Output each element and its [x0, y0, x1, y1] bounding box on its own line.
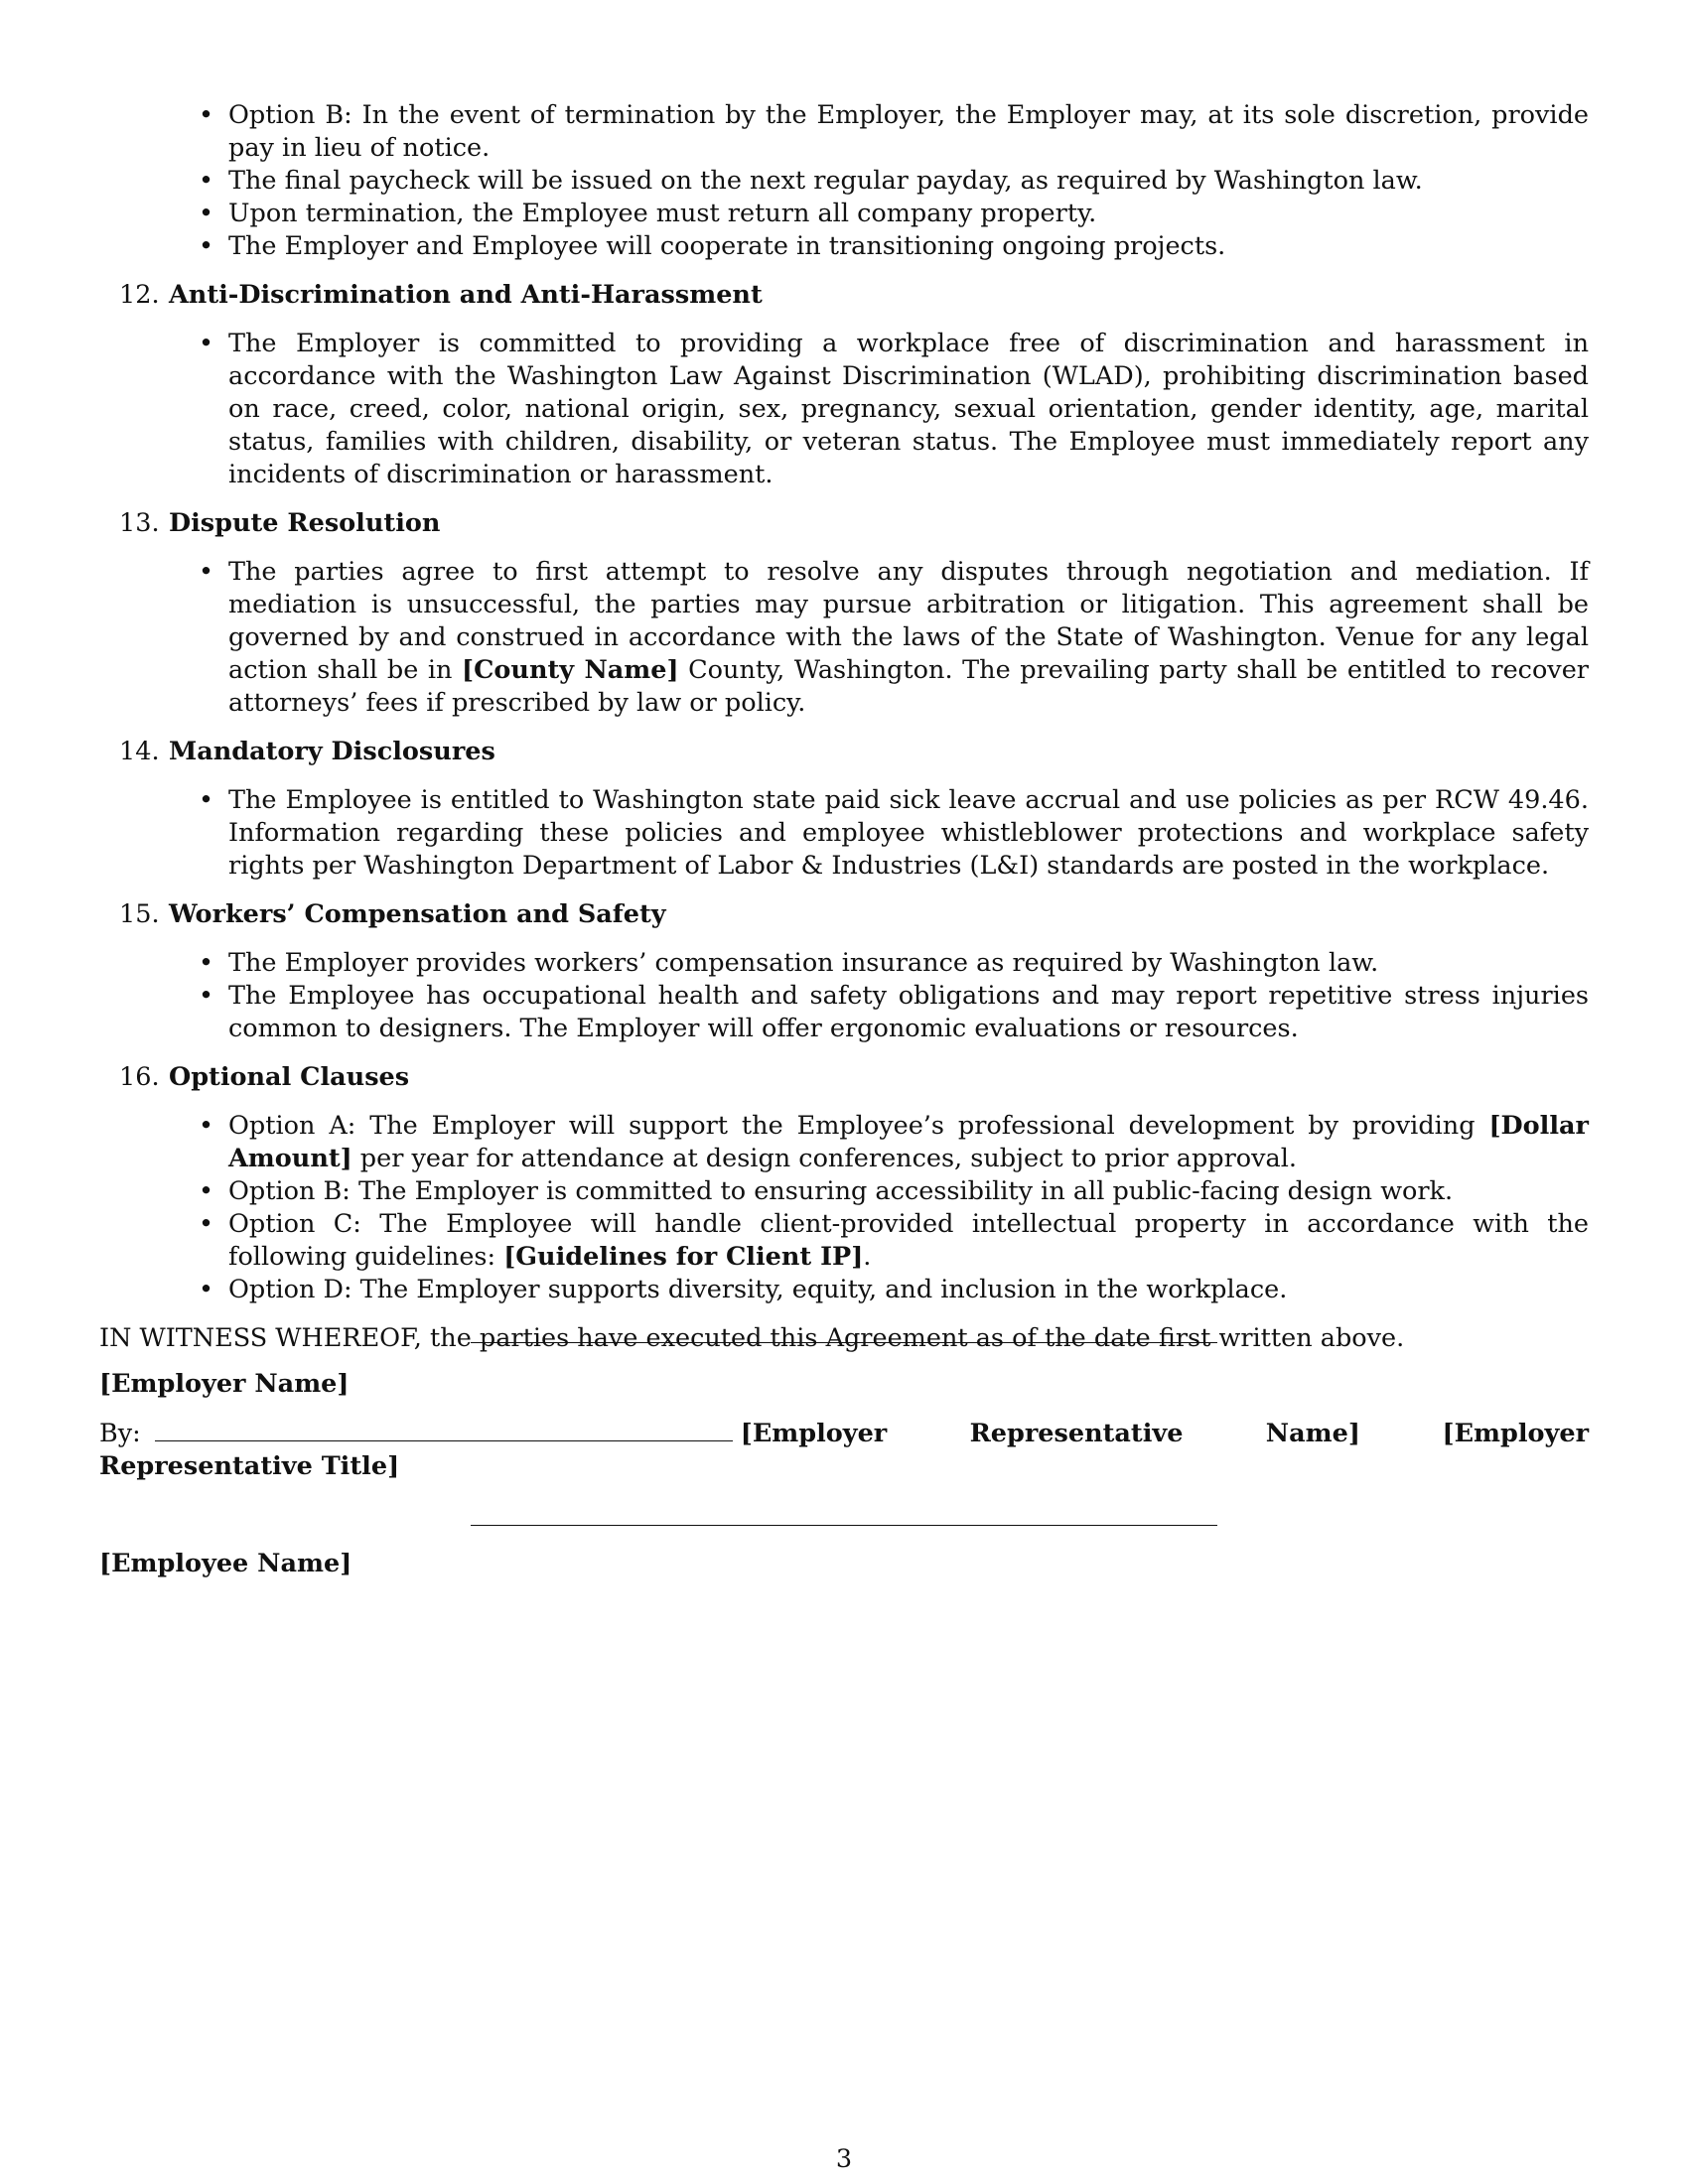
- section-number: 14.: [119, 737, 160, 766]
- list-item: • The Employer and Employee will cooperate in transitioning ongoing projects.: [228, 230, 1589, 263]
- section-heading: [99, 1061, 1589, 1094]
- section-title: Dispute Resolution: [169, 508, 441, 538]
- list-item: [228, 1208, 1589, 1274]
- list-item: • Option B: The Employer is committed to ensuring accessibility in all public-facing design work.: [228, 1175, 1589, 1208]
- section-heading: [99, 736, 1589, 768]
- representative-block: [99, 1417, 1589, 1483]
- section-heading: [99, 279, 1589, 312]
- section-heading: [99, 898, 1589, 931]
- section-number: 16.: [119, 1062, 160, 1092]
- section-title: Anti-Discrimination and Anti-Harassment: [169, 280, 763, 310]
- section-title: Optional Clauses: [169, 1062, 410, 1092]
- clause-text: The parties agree to first attempt to resolve any disputes through negotiation and mediation. If mediation is unsuccessful, the parties may pursue arbitration or litigation. This agreement shall be governed by and construed in accordance with the laws of the State of Washington. Venue for any legal action shall be in: [228, 557, 1589, 685]
- section-mandatory-disclosures: [99, 736, 1589, 883]
- list-item: [228, 556, 1589, 720]
- section-11-continued-list: [99, 99, 1589, 263]
- representative-name: [Employer Representative Name]: [740, 1419, 1360, 1448]
- section-number: 12.: [119, 280, 160, 310]
- section-number: 15.: [119, 899, 160, 929]
- list-item: • The Employer is committed to providing a workplace free of discrimination and harassment in accordance with the Washington Law Against Discrimination (WLAD), prohibiting discrimination based on race, creed, color, national origin, sex, pregnancy, sexual orientation, gender identity, age, marital status, families with children, disability, or veteran status. The Employee must immediately report any incidents of discrimination or harassment.: [228, 328, 1589, 491]
- list-item: [228, 1110, 1589, 1175]
- section-title: Workers’ Compensation and Safety: [169, 899, 666, 929]
- section-list: [99, 947, 1589, 1045]
- placeholder-field-dollar-amount: [Dollar Amount]: [228, 1111, 1589, 1173]
- section-number: 13.: [119, 508, 160, 538]
- page-number: 3: [835, 2144, 853, 2174]
- document-page: [99, 99, 1589, 1355]
- section-dispute-resolution: [99, 507, 1589, 720]
- section-optional-clauses: [99, 1061, 1589, 1306]
- clause-text: Option C: The Employee will handle client-provided intellectual property in accordance with the following guidelines:: [228, 1209, 1589, 1272]
- section-title: Mandatory Disclosures: [169, 737, 495, 766]
- list-item: • The Employee is entitled to Washington state paid sick leave accrual and use policies as per RCW 49.46. Information regarding these policies and employee whistleblower protections and workplace safety rights per Washington Department of Labor & Industries (L&I) standards are posted in the workplace.: [228, 784, 1589, 883]
- list-item: • Option D: The Employer supports diversity, equity, and inclusion in the workplace.: [228, 1274, 1589, 1306]
- list-item: • The final paycheck will be issued on the next regular payday, as required by Washington law.: [228, 165, 1589, 198]
- employer-signature-line: [471, 1342, 1217, 1343]
- employer-name: [Employer Name]: [99, 1369, 350, 1399]
- clause-text: per year for attendance at design conferences, subject to prior approval.: [352, 1144, 1298, 1173]
- section-list: [99, 1110, 1589, 1306]
- placeholder-field-client-ip: [Guidelines for Client IP]: [503, 1242, 864, 1272]
- representative-signature-line: [155, 1417, 733, 1441]
- section-list: [99, 328, 1589, 491]
- witness-statement: IN WITNESS WHEREOF, the parties have executed this Agreement as of the date first written above.: [99, 1323, 1405, 1353]
- placeholder-field-county: [County Name]: [462, 655, 679, 685]
- section-anti-discrimination: [99, 279, 1589, 491]
- by-label: By:: [99, 1419, 141, 1448]
- list-item: • The Employee has occupational health and safety obligations and may report repetitive stress injuries common to designers. The Employer will offer ergonomic evaluations or resources.: [228, 980, 1589, 1045]
- list-item: • The Employer provides workers’ compensation insurance as required by Washington law.: [228, 947, 1589, 980]
- clause-text: County, Washington. The prevailing party shall be entitled to recover attorneys’ fees if prescribed by law or policy.: [228, 655, 1589, 718]
- list-item: • Upon termination, the Employee must return all company property.: [228, 198, 1589, 230]
- section-list: [99, 556, 1589, 720]
- employee-name: [Employee Name]: [99, 1549, 352, 1578]
- section-workers-compensation: [99, 898, 1589, 1045]
- representative-title: [Employer Representative Title]: [99, 1419, 1589, 1481]
- section-list: [99, 784, 1589, 883]
- section-heading: [99, 507, 1589, 540]
- list-item: • Option B: In the event of termination by the Employer, the Employer may, at its sole discretion, provide pay in lieu of notice.: [228, 99, 1589, 165]
- clause-text: Option A: The Employer will support the Employee’s professional development by providing: [228, 1111, 1489, 1141]
- employee-signature-line: [471, 1525, 1217, 1526]
- clause-text: .: [863, 1242, 872, 1272]
